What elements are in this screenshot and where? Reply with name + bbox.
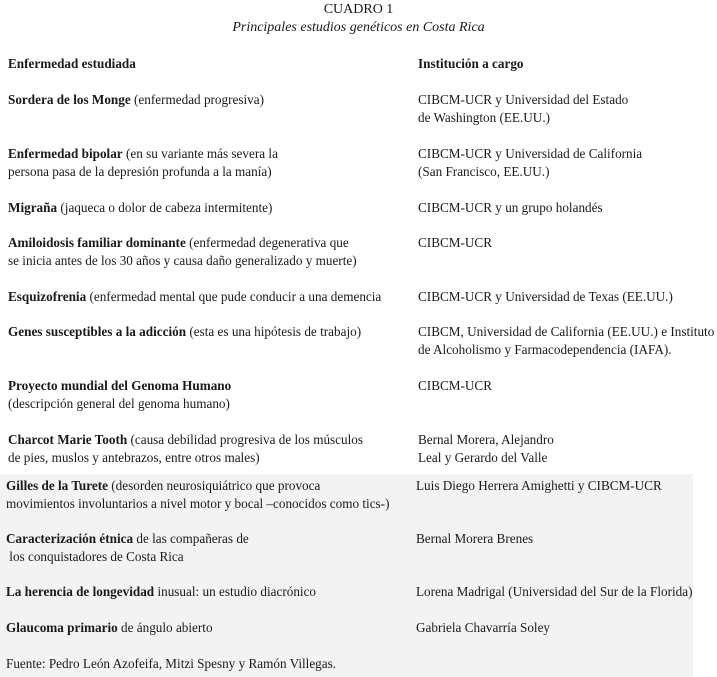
- institution-line: CIBCM-UCR y Universidad de Texas (EE.UU.): [418, 289, 673, 304]
- institution-line: CIBCM-UCR: [418, 378, 493, 393]
- institution-line: Leal y Gerardo del Valle: [418, 450, 548, 465]
- row-institution: [418, 288, 717, 306]
- institution-line: Bernal Morera Brenes: [416, 531, 534, 546]
- institution-line: Lorena Madrigal (Universidad del Sur de la Florida): [416, 584, 693, 599]
- disease-name: Caracterización étnica: [6, 531, 134, 546]
- disease-description: (desorden neurosiquiátrico que provoca: [107, 478, 321, 493]
- row-disease: [8, 199, 398, 217]
- disease-name: Sordera de los Monge: [8, 92, 131, 107]
- disease-name: Migraña: [8, 200, 58, 215]
- row-institution: [418, 145, 717, 181]
- disease-description: los conquistadores de Costa Rica: [6, 549, 184, 564]
- row-disease: [8, 288, 398, 306]
- institution-line: CIBCM-UCR y Universidad de California: [418, 146, 643, 161]
- disease-description: (jaqueca o dolor de cabeza intermitente): [57, 200, 273, 215]
- row-disease: [8, 431, 398, 467]
- row-institution: [418, 234, 717, 252]
- table-title: CUADRO 1: [323, 2, 394, 17]
- institution-line: de Washington (EE.UU.): [418, 110, 551, 125]
- disease-description: inusual: un estudio diacrónico: [154, 584, 317, 599]
- disease-description: (enfermedad progresiva): [130, 92, 264, 107]
- disease-description: (en su variante más severa la: [122, 146, 278, 161]
- disease-description: (enfermedad mental que pude conducir a una demencia: [86, 289, 382, 304]
- disease-description: de las compañeras de: [133, 531, 249, 546]
- disease-name: Esquizofrenia: [8, 289, 87, 304]
- row-institution: [416, 583, 716, 601]
- disease-description: (enfermedad degenerativa que: [185, 235, 349, 250]
- row-disease: [8, 145, 398, 181]
- disease-name: Glaucoma primario: [6, 620, 118, 635]
- row-institution: [416, 530, 716, 548]
- disease-description: movimientos involuntarios a nivel motor y bocal –conocidos como tics-): [6, 496, 390, 511]
- disease-name: Charcot Marie Tooth: [8, 432, 128, 447]
- disease-name: Enfermedad bipolar: [8, 146, 123, 161]
- disease-description: de ángulo abierto: [117, 620, 213, 635]
- disease-description: (esta es una hipótesis de trabajo): [186, 324, 362, 339]
- source-footnote: Fuente: Pedro León Azofeifa, Mitzi Spesny y Ramón Villegas.: [6, 656, 337, 671]
- disease-name: Genes susceptibles a la adicción: [8, 324, 187, 339]
- institution-line: (San Francisco, EE.UU.): [418, 164, 550, 179]
- disease-description: se inicia antes de los 30 años y causa daño generalizado y muerte): [8, 253, 357, 268]
- institution-line: CIBCM-UCR: [418, 235, 493, 250]
- disease-name: Proyecto mundial del Genoma Humano: [8, 378, 232, 393]
- row-institution: [418, 431, 717, 467]
- row-institution: [416, 619, 716, 637]
- institution-line: CIBCM-UCR y un grupo holandés: [418, 200, 603, 215]
- row-institution: [416, 477, 716, 495]
- disease-name: Amiloidosis familiar dominante: [8, 235, 186, 250]
- disease-description: persona pasa de la depresión profunda a la manía): [8, 164, 272, 179]
- disease-description: (causa debilidad progresiva de los músculos: [127, 432, 364, 447]
- institution-line: Bernal Morera, Alejandro: [418, 432, 554, 447]
- row-disease: [8, 377, 398, 413]
- header-disease: Enfermedad estudiada: [8, 56, 136, 71]
- row-institution: [418, 91, 717, 127]
- institution-line: CIBCM-UCR y Universidad del Estado: [418, 92, 629, 107]
- institution-line: Gabriela Chavarría Soley: [416, 620, 551, 635]
- row-institution: [418, 323, 717, 359]
- row-institution: [418, 377, 717, 395]
- row-disease: [8, 234, 398, 270]
- row-disease: [6, 530, 396, 566]
- disease-description: (descripción general del genoma humano): [8, 396, 230, 411]
- header-institution: Institución a cargo: [418, 56, 524, 71]
- row-institution: [418, 199, 717, 217]
- row-disease: [8, 91, 398, 109]
- table-subtitle: Principales estudios genéticos en Costa Rica: [232, 20, 485, 35]
- institution-line: de Alcoholismo y Farmacodependencia (IAFA).: [418, 342, 672, 357]
- disease-description: de pies, muslos y antebrazos, entre otros males): [8, 450, 260, 465]
- institution-line: Luis Diego Herrera Amighetti y CIBCM-UCR: [416, 478, 662, 493]
- row-disease: [8, 323, 398, 341]
- disease-name: Gilles de la Turete: [6, 478, 108, 493]
- institution-line: CIBCM, Universidad de California (EE.UU.) e Instituto: [418, 324, 715, 339]
- row-disease: [6, 477, 396, 513]
- row-disease: [6, 583, 396, 601]
- disease-name: La herencia de longevidad: [6, 584, 155, 599]
- row-disease: [6, 619, 396, 637]
